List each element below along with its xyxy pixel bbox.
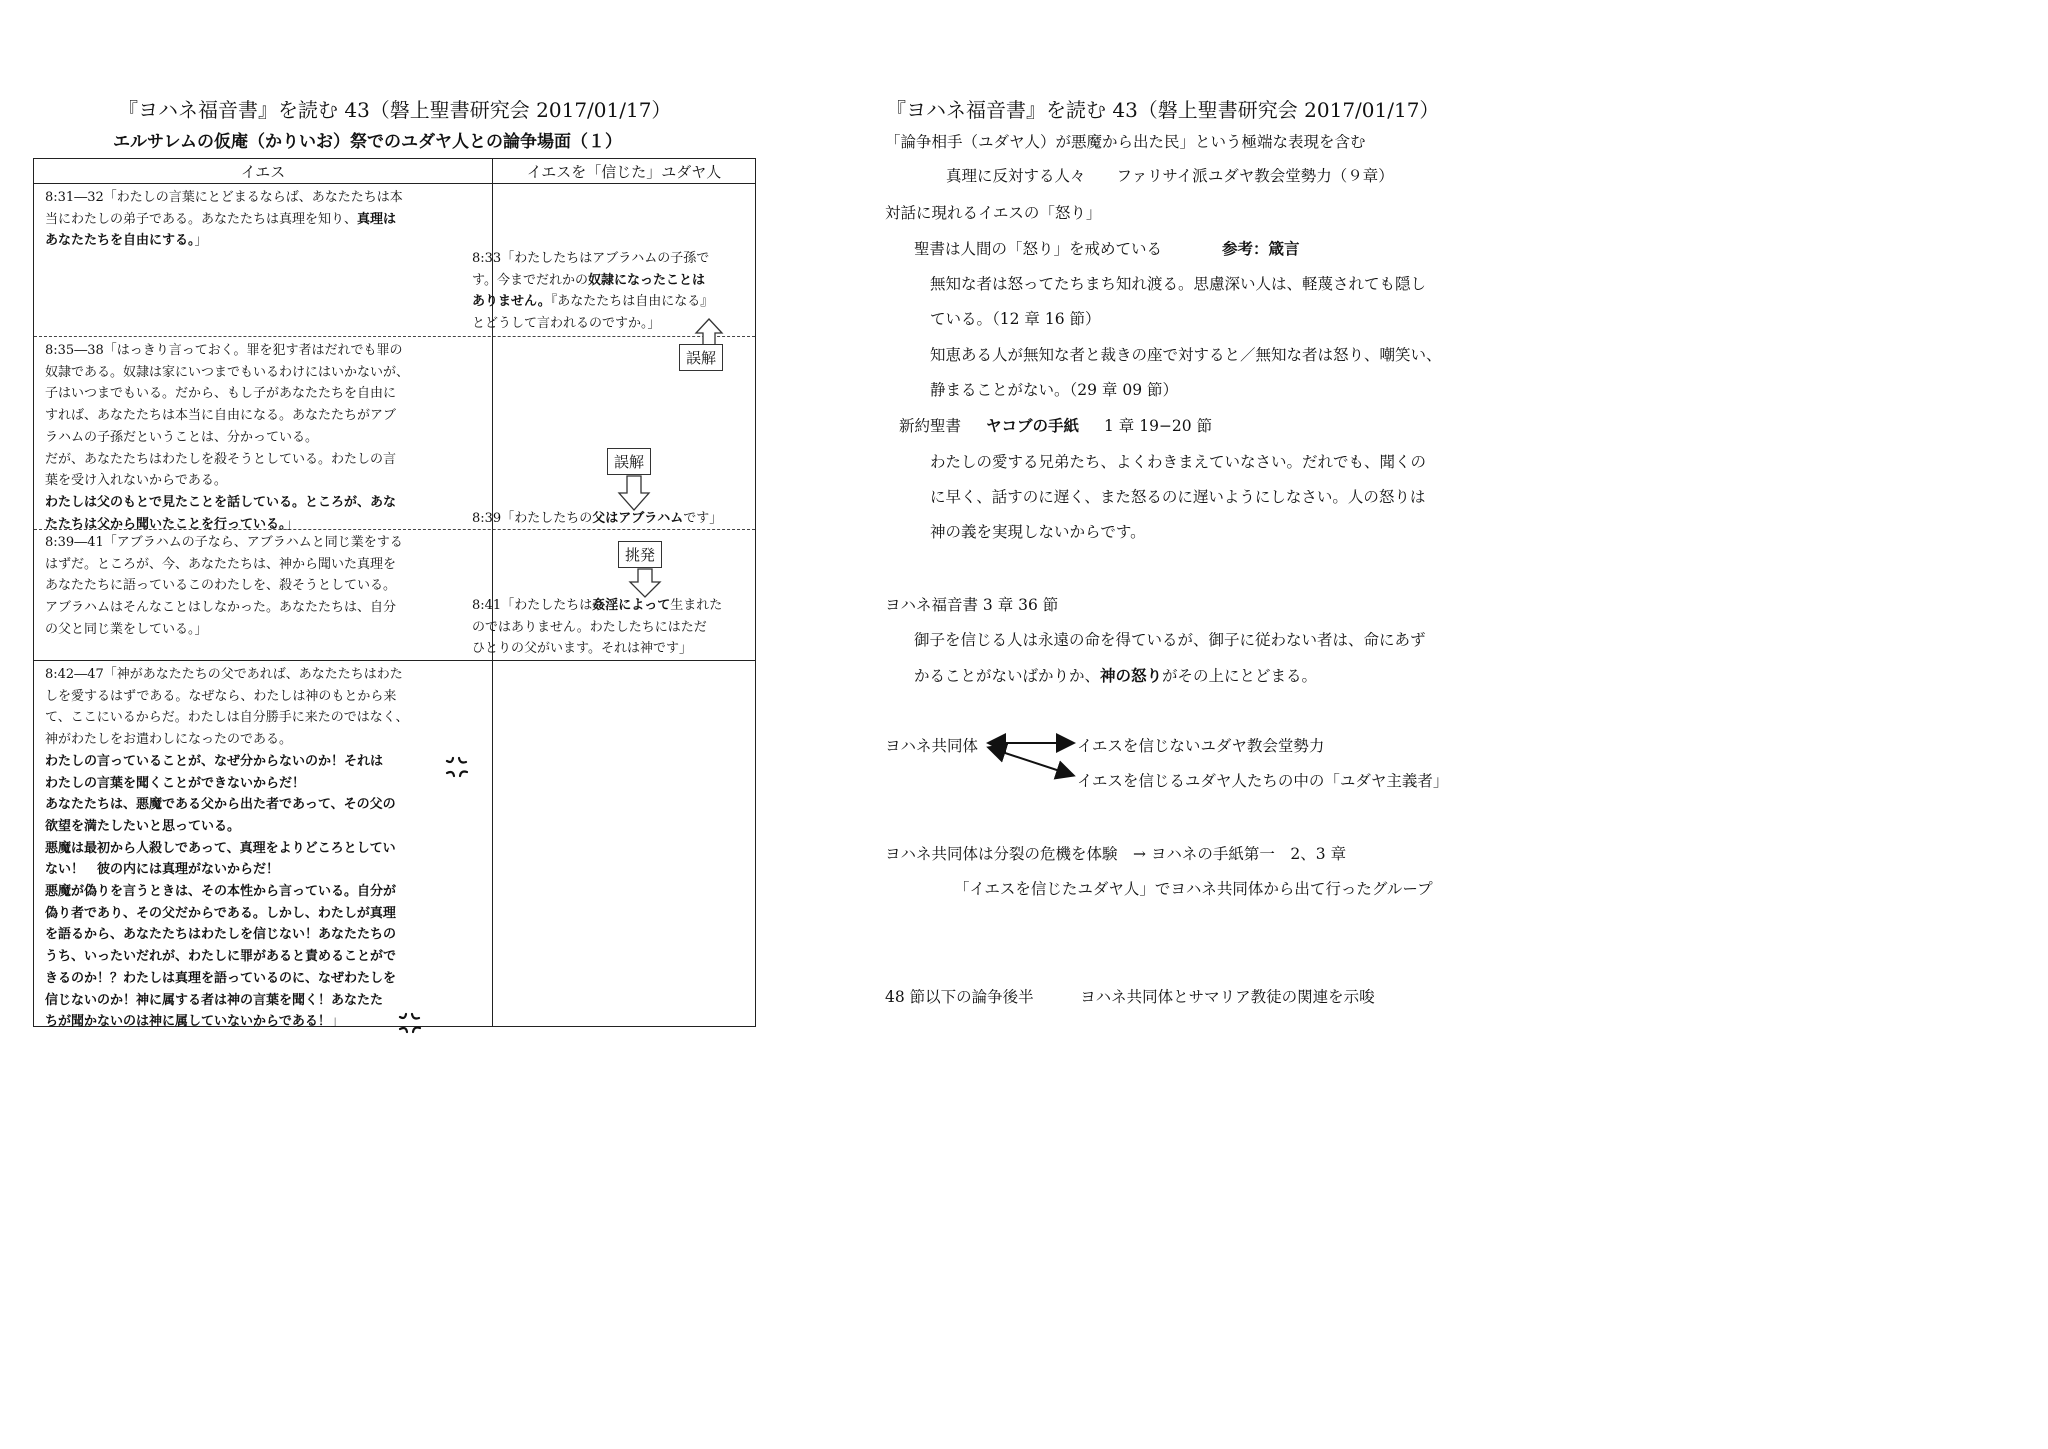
row-divider (34, 336, 755, 337)
reference-heading: 参考：箴言 (1222, 240, 1300, 258)
bold-run: 信じないのか！神に属する者は神の言葉を聞く！あなたた (45, 992, 384, 1008)
verse-reference: 1 章 19−20 節 (1104, 417, 1213, 435)
cell-line (45, 859, 408, 881)
text-run: 神がわたしをお遣わしになったのである。 (45, 732, 293, 748)
label-misunderstanding-1: 誤解 (679, 344, 723, 371)
book-title: ヤコブの手紙 (986, 417, 1080, 435)
text-line: 真理に反対する人々 ファリサイ派ユダヤ教会堂勢力（９章） (946, 167, 1394, 185)
jews-cell (472, 595, 722, 660)
cell-line (45, 230, 403, 252)
left-page-title: 『ヨハネ福音書』を読む 43（磐上聖書研究会 2017/01/17） (118, 98, 672, 122)
bold-run: たたちは父から聞いたことを行っている。 (45, 516, 286, 532)
cell-line (45, 903, 408, 925)
cell-line (45, 187, 403, 209)
relation-arrows (984, 732, 1080, 782)
bold-run: わたしの言っていることが、なぜ分からないのか！それは (45, 753, 384, 769)
quote-line: に早く、話すのに遅く、また怒るのに遅いようにしなさい。人の怒りは (930, 488, 1426, 506)
quote-line: 無知な者は怒ってたちまち知れ渡る。思慮深い人は、軽蔑されても隠し (930, 275, 1427, 293)
cell-line (45, 575, 403, 597)
cell-line (472, 313, 713, 335)
text-run: 奴隷である。奴隷は家にいつまでもいるわけにはいかないが、 (45, 364, 410, 380)
bold-run: ちが聞かないのは神に属していないからである！ (45, 1014, 331, 1030)
text-run: 8:39「わたしたちの (472, 511, 593, 526)
text-run: 」 (194, 233, 208, 249)
anger-icon (444, 755, 470, 779)
cell-line (45, 794, 408, 816)
text-run: ひとりの父がいます。それは神です」 (472, 641, 692, 657)
text-run: 8:35―38「はっきり言っておく。罪を犯す者はだれでも罪の (45, 343, 403, 358)
misunderstanding-arrow-down (618, 475, 650, 511)
cell-line (45, 946, 408, 968)
text-run: ラハムの子孫だということは、分かっている。 (45, 429, 319, 445)
bold-run: 奴隷になったことは (587, 272, 705, 288)
text-run: すれば、あなたたちは本当に自由になる。あなたたちがアブ (45, 408, 397, 424)
text-run: 8:41「わたしたちは (472, 598, 593, 613)
cell-line (472, 508, 722, 530)
text-run: て、ここにいるからだ。わたしは自分勝手に来たのではなく、 (45, 710, 409, 726)
quote-fragment: がその上にとどまる。 (1162, 667, 1318, 685)
label-misunderstanding-2: 誤解 (607, 448, 651, 475)
bold-run: あなたたちは、悪魔である父から出た者であって、その父の (45, 797, 396, 813)
text-run: 『あなたたちは自由になる』 (550, 294, 714, 310)
provocation-arrow-down (629, 568, 661, 598)
bold-run: 偽り者であり、その父だからである。しかし、わたしが真理 (45, 905, 396, 921)
bold-run: わたしは父のもとで見たことを話している。ところが、あな (45, 494, 397, 510)
cell-line (45, 492, 409, 514)
cell-line (45, 924, 408, 946)
quote-line: 御子を信じる人は永遠の命を得ているが、御子に従わない者は、命にあず (914, 631, 1426, 649)
text-line: 新約聖書 (899, 417, 962, 435)
cell-line (472, 617, 722, 639)
cell-line (45, 990, 408, 1012)
anger-icon (397, 1011, 423, 1035)
text-run: 8:31―32「わたしの言葉にとどまるならば、あなたたちは本 (45, 190, 403, 205)
cell-line (45, 597, 403, 619)
cell-line (45, 751, 408, 773)
text-run: 8:42―47「神があなたたちの父であれば、あなたたちはわた (45, 667, 403, 682)
cell-line (45, 664, 408, 686)
relation-target: イエスを信じるユダヤ人たちの中の「ユダヤ主義者」 (1077, 772, 1449, 790)
text-run: 生まれた (670, 598, 723, 613)
quote-line: わたしの愛する兄弟たち、よくわきまえていなさい。だれでも、聞くの (930, 453, 1427, 471)
cell-line (45, 619, 403, 641)
text-line: ヨハネ共同体は分裂の危機を体験 → ヨハネの手紙第一 2、3 章 (885, 845, 1347, 863)
right-page-title: 『ヨハネ福音書』を読む 43（磐上聖書研究会 2017/01/17） (886, 98, 1440, 122)
jesus-cell (45, 532, 403, 641)
cell-line (472, 270, 713, 292)
text-run: アブラハムはそんなことはしなかった。あなたたちは、自分 (45, 600, 397, 616)
text-run: しを愛するはずである。なぜなら、わたしは神のもとから来 (45, 688, 397, 704)
jews-cell (472, 248, 713, 335)
quote-line (914, 664, 1317, 686)
column-header-believing-jews: イエスを「信じた」ユダヤ人 (526, 163, 722, 181)
bold-run: 姦淫によって (592, 598, 671, 613)
cell-line (45, 362, 409, 384)
cell-line (45, 532, 403, 554)
cell-line (45, 686, 408, 708)
bold-run: 真理は (357, 211, 397, 227)
row-divider (34, 660, 755, 661)
section-heading: 対話に現れるイエスの「怒り」 (885, 204, 1102, 222)
cell-line (45, 405, 409, 427)
cell-line (45, 383, 409, 405)
jesus-cell (45, 187, 403, 252)
cell-line (45, 470, 409, 492)
text-line: 聖書は人間の「怒り」を戒めている (914, 240, 1163, 258)
quote-line: 知恵ある人が無知な者と裁きの座で対すると／無知な者は怒り、嘲笑い、 (930, 346, 1442, 364)
quote-line: ている。（12 章 16 節） (930, 310, 1101, 328)
bold-run: うち、いったいだれが、わたしに罪があると責めることがで (45, 949, 397, 965)
text-line: 「論争相手（ユダヤ人）が悪魔から出た民」という極端な表現を含む (885, 133, 1366, 151)
quote-fragment: かることがないばかりか、 (914, 667, 1101, 685)
label-provocation: 挑発 (618, 541, 662, 568)
cell-line (45, 773, 408, 795)
cell-line (45, 209, 403, 231)
column-header-jesus: イエス (240, 163, 286, 181)
text-run: はずだ。ところが、今、あなたたちは、神から聞いた真理を (45, 556, 397, 572)
cell-line (472, 248, 713, 270)
relation-target: イエスを信じないユダヤ教会堂勢力 (1077, 737, 1325, 755)
text-run: のではありません。わたしたちにはただ (472, 619, 707, 635)
text-run: 葉を受け入れないからである。 (45, 473, 227, 489)
text-run: の父と同じ業をしている。」 (45, 621, 208, 637)
text-line: 「イエスを信じたユダヤ人」でヨハネ共同体から出て行ったグループ (954, 880, 1433, 898)
text-run: 8:39―41「アブラハムの子なら、アブラハムと同じ業をする (45, 535, 403, 550)
section-heading: ヨハネ福音書 3 章 36 節 (885, 596, 1059, 614)
cell-line (472, 595, 722, 617)
jews-cell (472, 508, 722, 530)
quote-line: 静まることがない。（29 章 09 節） (930, 381, 1178, 399)
cell-line (45, 554, 403, 576)
cell-line (45, 340, 409, 362)
cell-line (45, 449, 409, 471)
text-run: 」 (285, 516, 299, 532)
text-run: す。今までだれかの (472, 272, 588, 288)
left-page-subtitle: エルサレムの仮庵（かりいお）祭でのユダヤ人との論争場面（１） (113, 132, 622, 152)
text-run: だが、あなたたちはわたしを殺そうとしている。わたしの言 (45, 451, 397, 467)
text-run: とどうして言われるのですか。」 (472, 316, 661, 332)
bold-run: を語るから、あなたたちはわたしを信じない！あなたたちの (45, 927, 397, 943)
cell-line (472, 291, 713, 313)
text-run: です」 (683, 511, 723, 526)
bold-run: きるのか！？わたしは真理を語っているのに、なぜわたしを (45, 970, 397, 986)
bold-run: ありません。 (472, 294, 551, 310)
bold-run: 欲望を満たしたいと思っている。 (45, 818, 241, 834)
jesus-cell (45, 340, 409, 535)
bold-run: 悪魔が偽りを言うときは、その本性から言っている。自分が (45, 884, 397, 900)
cell-line (45, 729, 408, 751)
cell-line (45, 427, 409, 449)
cell-line (45, 816, 408, 838)
text-run: 8:33「わたしたちはアブラハムの子孫で (472, 251, 710, 266)
cell-line (45, 1011, 408, 1033)
text-run: あなたたちに語っているこのわたしを、殺そうとしている。 (45, 578, 397, 594)
jesus-cell (45, 664, 408, 1033)
text-run: 当にわたしの弟子である。あなたたちは真理を知り、 (45, 211, 358, 227)
table-header-rule (34, 183, 755, 184)
cell-line (45, 707, 408, 729)
cell-line (45, 838, 408, 860)
text-line: 48 節以下の論争後半 ヨハネ共同体とサマリア教徒の関連を示唆 (885, 988, 1375, 1006)
bold-run: 父はアブラハム (592, 511, 684, 526)
bold-run: あなたたちを自由にする。 (45, 233, 195, 249)
cell-line (45, 881, 408, 903)
cell-line (45, 968, 408, 990)
community-label: ヨハネ共同体 (885, 737, 979, 755)
cell-line (472, 638, 722, 660)
bold-run: ない！ 彼の内には真理がないからだ！ (45, 862, 280, 878)
text-run: 子はいつまでもいる。だから、もし子があなたたちを自由に (45, 386, 397, 402)
quote-line: 神の義を実現しないからです。 (930, 523, 1146, 541)
text-run: 」 (330, 1014, 344, 1030)
bold-run: 悪魔は最初から人殺しであって、真理をよりどころとしてい (45, 840, 396, 856)
emphasis: 神の怒り (1100, 667, 1163, 685)
bold-run: わたしの言葉を聞くことができないからだ！ (45, 775, 306, 791)
